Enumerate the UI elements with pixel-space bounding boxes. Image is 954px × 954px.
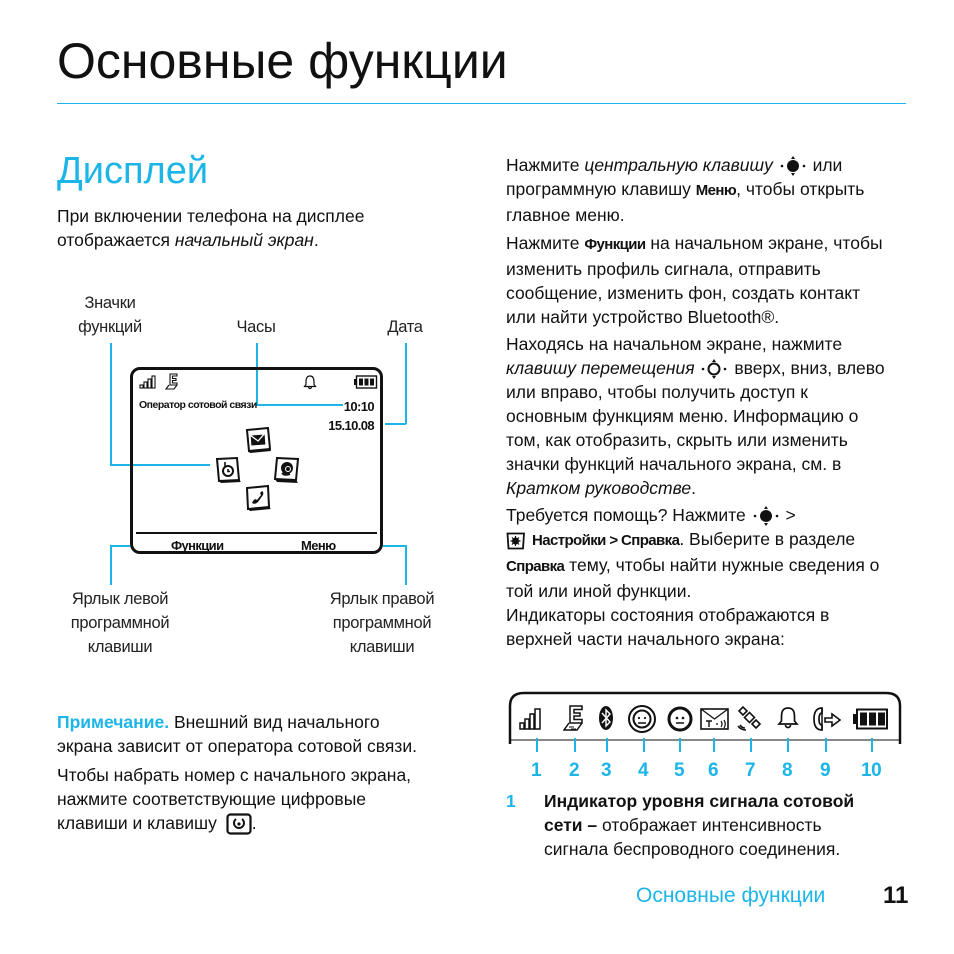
p4-line-1 [506,503,916,527]
callout-line-right-softkey-h [383,545,405,547]
p3-line-2 [506,356,916,380]
screen-time: 10:10 [343,399,374,414]
callout-right-softkey-line3: клавиши [349,638,415,656]
right-softkey-label[interactable]: Меню [301,538,336,553]
indicator-number: 3 [601,760,612,781]
footer-section-title: Основные функции [636,884,826,907]
indicator-number: 4 [638,760,649,781]
paragraph-navigation [506,332,916,500]
note-line-1 [57,710,477,734]
signal-strength-icon [519,708,545,730]
indicator-number: 9 [820,760,831,781]
p3-line-5: том, как отобразить, скрыть или изменить [506,430,848,451]
settings-keyword: Настройки [532,532,606,550]
p4-text-3: тему, чтобы найти нужные сведения о [564,555,880,576]
callout-line-left-softkey [110,545,112,585]
title-divider [57,103,906,104]
callout-date: Дата [387,318,423,336]
callout-left-softkey-line3: клавиши [87,638,153,656]
edge-icon [563,705,585,731]
indicator-tick-6 [713,738,715,752]
p4-text: Требуется помощь? Нажмите [506,505,746,525]
note-text: Внешний вид начального [169,712,380,732]
menu-keyword: Меню [695,182,737,200]
indicator-tick-1 [536,738,538,752]
definition-text: отображает интенсивность [597,815,822,835]
battery-icon [354,375,378,389]
page-number: 11 [883,882,909,909]
paragraph-open-menu [506,153,916,227]
section-title: Дисплей [57,150,209,192]
alarm-bell-icon [303,374,317,390]
center-key-icon [751,505,781,527]
p1-text-or: или [807,155,843,175]
quick-guide-term: Кратком руководстве [506,478,692,499]
p2-line-4: или найти устройство Bluetooth®. [506,307,780,327]
indicator-tick-4 [643,738,645,752]
p4-line-4: той или иной функции. [506,581,692,602]
p3-line-7 [506,476,916,500]
definition-number: 1 [506,791,516,811]
message-icon [244,427,272,454]
p1-text-3: , чтобы открыть [736,179,865,200]
indicator-tick-9 [825,738,827,752]
intro-text: отображается [57,230,175,250]
callout-left-softkey-line2: программной [70,614,170,632]
p2-line-1 [506,231,916,257]
p3-line-1: Находясь на начальном экране, нажмите [506,334,843,354]
center-key-icon [778,155,808,177]
note-label: Примечание. [57,712,170,732]
p5-line-2: верхней части начального экрана: [506,629,785,649]
p2-line-3: сообщение, изменить фон, создать контакт [506,283,861,303]
text-message-icon [700,707,730,731]
p3-text: вверх, вниз, влево [729,358,885,378]
p4-line-3 [506,553,916,579]
recent-calls-icon [215,456,243,484]
indicator-number: 5 [674,760,685,781]
definition-signal [544,789,914,861]
signal-strength-icon [139,375,159,389]
p1-text-2: программную клавишу [506,179,696,200]
p1-text: Нажмите [506,155,585,175]
operator-name: Оператор сотовой связи [139,399,257,411]
edge-icon [165,373,179,390]
p1-line-2 [506,177,916,203]
callout-right-softkey [322,587,442,659]
indicator-number: 2 [569,760,580,781]
dial-line-1: Чтобы набрать номер с начального экрана, [57,765,412,785]
note-paragraph [57,710,477,758]
indicator-tick-3 [606,738,608,752]
intro-paragraph [57,204,457,252]
intro-line-1: При включении телефона на дисплее [57,206,365,226]
indicator-number: 10 [861,760,882,781]
callout-left-softkey [60,587,180,659]
send-key-icon [226,813,252,835]
callout-feature-icons-line1: Значки [84,294,136,312]
intro-line-2 [57,228,457,252]
nav-key-term: клавишу перемещения [506,358,695,378]
dial-period: . [251,813,257,833]
callout-line-left-softkey-h [110,545,130,547]
callout-left-softkey-line1: Ярлык левой [71,590,169,608]
p1-line-3: главное меню. [506,205,625,226]
indicator-tick-10 [871,738,873,752]
dial-line-2: нажмите соответствующие цифровые [57,789,367,809]
indicator-tick-5 [679,738,681,752]
settings-icon [506,532,526,550]
ims-presence-icon [627,704,657,734]
paragraph-indicators [506,603,916,651]
p5-line-1: Индикаторы состояния отображаются в [506,605,830,625]
screen-date: 15.10.08 [328,418,374,433]
note-line-2: экрана зависит от оператора сотовой связи. [57,736,417,756]
p2-text: Нажмите [506,233,585,253]
gprs-roaming-icon [737,705,763,731]
help-keyword: Справка [621,532,680,550]
home-screen-term: начальный экран [174,230,314,250]
definition-term-line1: Индикатор уровня сигнала сотовой [544,791,855,811]
p3-line-6: значки функций начального экрана, см. в [506,454,842,475]
callout-line-date [405,343,407,424]
indicator-number: 7 [745,760,756,781]
left-softkey-label[interactable]: Функции [171,538,224,553]
p4-text-2: . Выберите в разделе [679,529,856,550]
phone-icon [244,484,272,512]
dial-text: клавиши и клавишу [57,813,217,833]
definition-term-line2: сети – [544,815,598,835]
dial-line-3 [57,811,477,835]
paragraph-help [506,503,916,603]
web-icon [273,456,301,484]
call-forward-icon [812,706,842,732]
indicator-number: 6 [708,760,719,781]
help-keyword-2: Справка [506,558,565,576]
callout-line-right-softkey [405,545,407,585]
callout-feature-icons [70,291,150,339]
options-keyword: Функции [584,236,646,253]
page-title: Основные функции [57,33,508,89]
p3-period: . [691,478,696,499]
p3-line-4: основным функциям меню. Информацию о [506,406,859,427]
indicator-tick-2 [574,738,576,752]
softkey-divider [136,532,377,534]
phone-home-screen [130,367,383,554]
ring-style-icon [777,705,799,731]
p4-arrow: > [780,505,796,525]
battery-icon [853,708,889,730]
bluetooth-icon [598,705,614,731]
definition-line-3: сигнала беспроводного соединения. [544,839,841,859]
callout-line-date-h [385,423,406,425]
callout-line-feature-icons [110,343,112,465]
indicator-tick-7 [750,738,752,752]
p3-line-3: или вправо, чтобы получить доступ к [506,382,808,403]
p4-separator: > [605,532,622,550]
p2-line-2: изменить профиль сигнала, отправить [506,259,821,279]
dial-paragraph [57,763,477,835]
indicator-tick-8 [787,738,789,752]
indicator-number: 1 [531,760,542,781]
p4-line-2 [506,527,916,553]
p1-line-1 [506,153,916,177]
definition-line-2 [544,813,914,837]
p2-text-2: на начальном экране, чтобы [645,233,883,253]
callout-right-softkey-line1: Ярлык правой [329,590,435,608]
presence-icon [667,706,693,732]
indicator-number: 8 [782,760,793,781]
paragraph-options [506,231,916,329]
callout-right-softkey-line2: программной [332,614,432,632]
intro-period: . [313,230,319,250]
center-key-term: центральную клавишу [584,155,773,175]
callout-clock: Часы [236,318,276,336]
callout-feature-icons-line2: функций [78,318,142,336]
nav-key-icon [699,358,729,380]
